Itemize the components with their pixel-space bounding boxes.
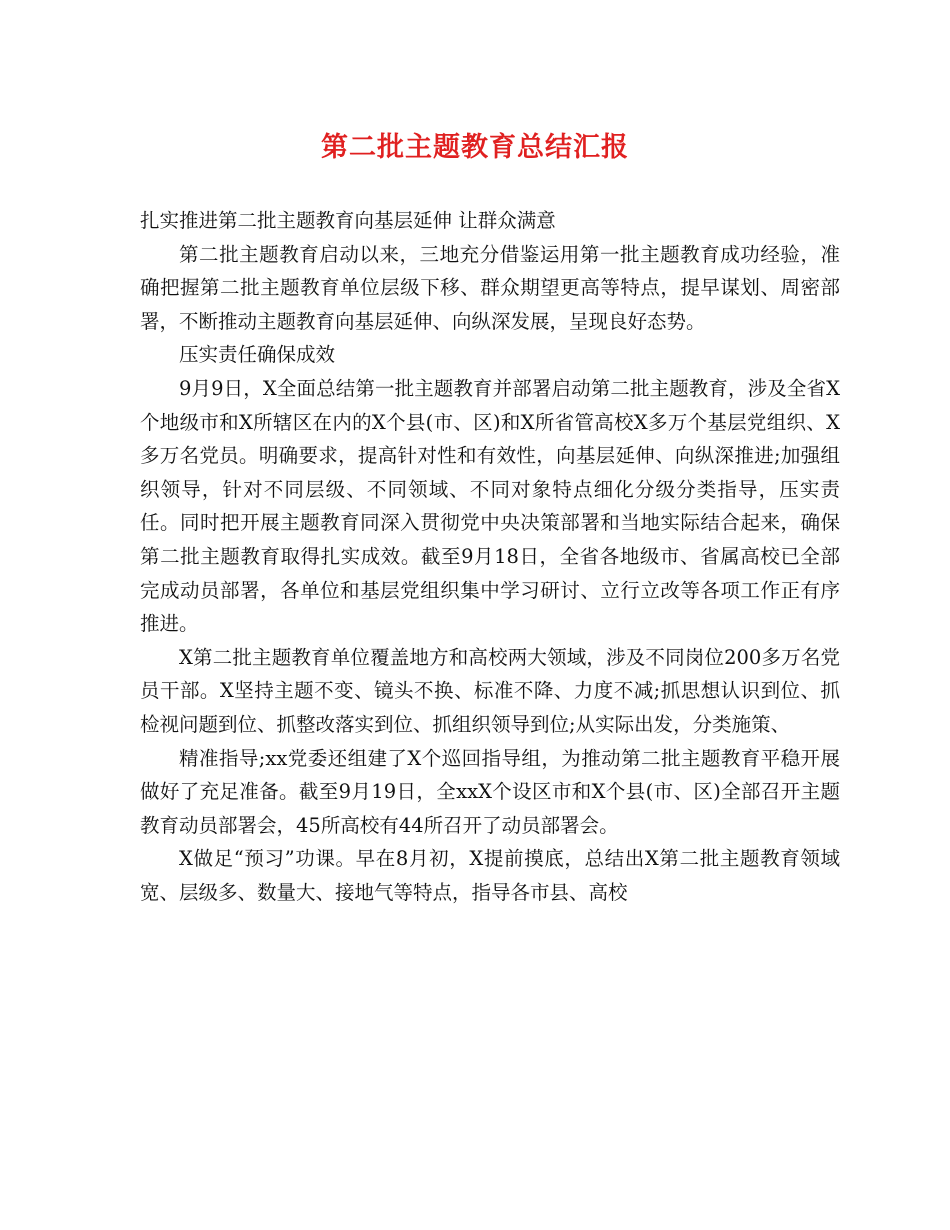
body-paragraph: X第二批主题教育单位覆盖地方和高校两大领域，涉及不同岗位200多万名党员干部。X坚持主题不变、镜头不换、标准不降、力度不减;抓思想认识到位、抓检视问题到位、抓整改落实到位、抓组织领导到位;从实际出发，分类施策、 — [140, 645, 840, 736]
document-title: 第二批主题教育总结汇报 — [321, 132, 629, 163]
body-paragraph: 精准指导;xx党委还组建了X个巡回指导组，为推动第二批主题教育平稳开展做好了充足准备。截至9月19日，全xxX个设区市和X个县(市、区)全部召开主题教育动员部署会，45所高校有44所召开了动员部署会。 — [140, 746, 840, 837]
body-paragraph: 第二批主题教育启动以来，三地充分借鉴运用第一批主题教育成功经验，准确把握第二批主题教育单位层级下移、群众期望更高等特点，提早谋划、周密部署，不断推动主题教育向基层延伸、向纵深发展，呈现良好态势。 — [140, 242, 840, 333]
document-body — [140, 204, 840, 909]
body-paragraph: 9月9日，X全面总结第一批主题教育并部署启动第二批主题教育，涉及全省X个地级市和X所辖区在内的X个县(市、区)和X所省管高校X多万个基层党组织、X多万名党员。明确要求，提高针对性和有效性，向基层延伸、向纵深推进;加强组织领导，针对不同层级、不同领域、不同对象特点细化分级分类指导，压实责任。同时把开展主题教育同深入贯彻党中央决策部署和当地实际结合起来，确保第二批主题教育取得扎实成效。截至9月18日，全省各地级市、省属高校已全部完成动员部署，各单位和基层党组织集中学习研讨、立行立改等各项工作正有序推进。 — [140, 376, 840, 636]
subtitle-paragraph: 扎实推进第二批主题教育向基层延伸 让群众满意 — [140, 209, 556, 232]
body-paragraph: X做足“预习”功课。早在8月初，X提前摸底，总结出X第二批主题教育领域宽、层级多、数量大、接地气等特点，指导各市县、高校 — [140, 847, 840, 904]
section-heading: 压实责任确保成效 — [179, 343, 336, 367]
